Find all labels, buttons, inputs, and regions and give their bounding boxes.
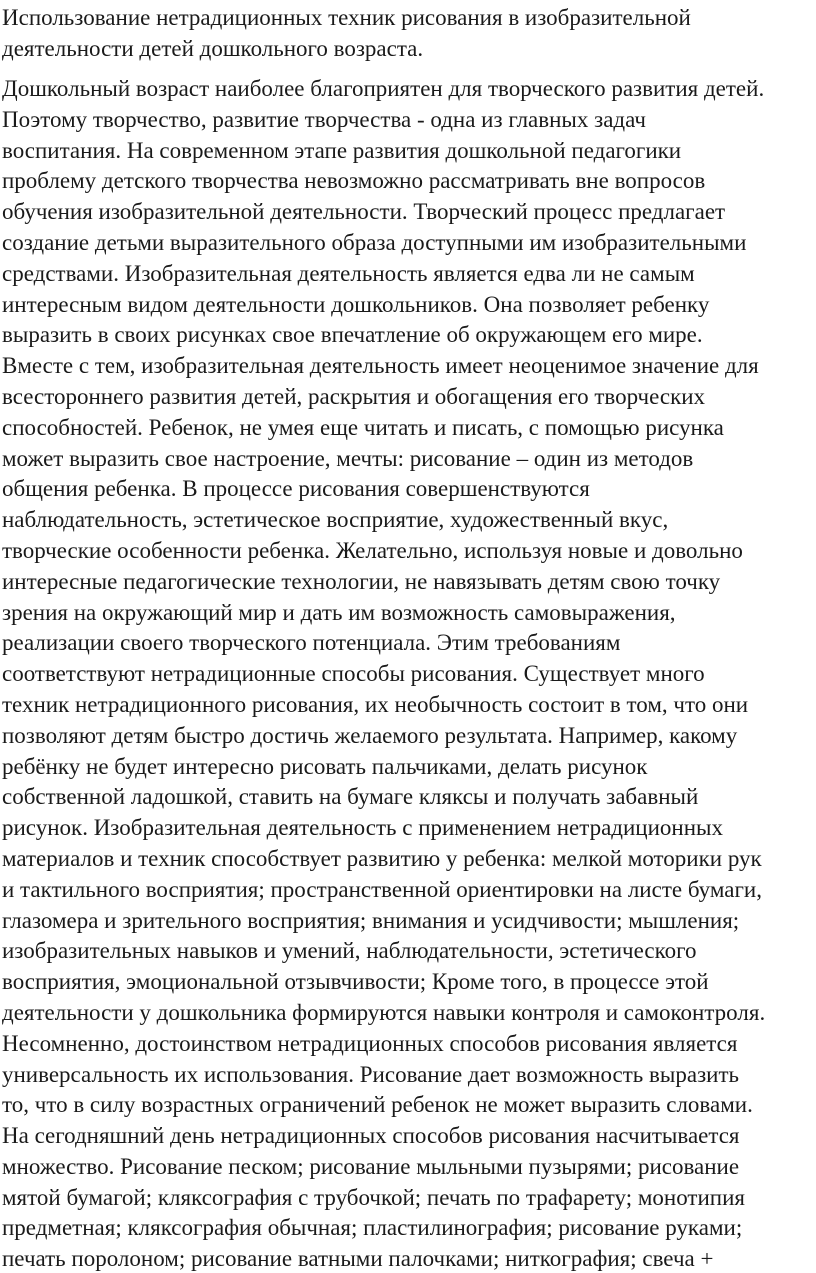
text-line: собственной ладошкой, ставить на бумаге кляксы и получать забавный <box>2 784 699 810</box>
text-line: выразить в своих рисунках свое впечатление об окружающем его мире. <box>2 322 703 348</box>
text-line: универсальность их использования. Рисование дает возможность выразить <box>2 1061 739 1087</box>
text-line: творческие особенности ребенка. Желательно, используя новые и довольно <box>2 537 743 563</box>
text-line: зрения на окружающий мир и дать им возможность самовыражения, <box>2 599 676 625</box>
text-line: восприятия, эмоциональной отзывчивости; Кроме того, в процессе этой <box>2 969 709 995</box>
body-paragraph <box>2 74 816 1273</box>
text-line: средствами. Изобразительная деятельность является едва ли не самым <box>2 260 695 286</box>
text-line: создание детьми выразительного образа доступными им изобразительными <box>2 229 747 255</box>
text-line: мятой бумагой; кляксография с трубочкой; печать по трафарету; монотипия <box>2 1184 745 1210</box>
text-line: обучения изобразительной деятельности. Творческий процесс предлагает <box>2 199 726 225</box>
text-line: печать поролоном; рисование ватными палочками; ниткография; свеча + <box>2 1246 714 1272</box>
text-line: Поэтому творчество, развитие творчества - одна из главных задач <box>2 106 646 132</box>
text-line: предметная; кляксография обычная; пластилинография; рисование руками; <box>2 1215 743 1241</box>
text-line: всестороннего развития детей, раскрытия и обогащения его творческих <box>2 383 706 409</box>
text-line: рисунок. Изобразительная деятельность с применением нетрадиционных <box>2 815 723 841</box>
text-line: позволяют детям быстро достичь желаемого результата. Например, какому <box>2 722 738 748</box>
text-line: общения ребенка. В процессе рисования совершенствуются <box>2 476 590 502</box>
text-line: способностей. Ребенок, не умея еще читать и писать, с помощью рисунка <box>2 414 724 440</box>
text-line: глазомера и зрительного восприятия; внимания и усидчивости; мышления; <box>2 907 740 933</box>
text-line: реализации своего творческого потенциала. Этим требованиям <box>2 630 621 656</box>
text-line: Вместе с тем, изобразительная деятельность имеет неоценимое значение для <box>2 353 759 379</box>
text-line: и тактильного восприятия; пространственной ориентировки на листе бумаги, <box>2 876 762 902</box>
text-line: изобразительных навыков и умений, наблюдательности, эстетического <box>2 938 697 964</box>
text-line: то, что в силу возрастных ограничений ребенок не может выразить словами. <box>2 1092 753 1118</box>
title-line: деятельности детей дошкольного возраста. <box>2 36 424 61</box>
document-title <box>2 2 814 64</box>
text-line: Дошкольный возраст наиболее благоприятен для творческого развития детей. <box>2 76 765 101</box>
text-line: множество. Рисование песком; рисование мыльными пузырями; рисование <box>2 1153 740 1179</box>
text-line: может выразить свое настроение, мечты: рисование – один из методов <box>2 445 694 471</box>
text-line: ребёнку не будет интересно рисовать пальчиками, делать рисунок <box>2 753 648 779</box>
text-line: проблему детского творчества невозможно рассматривать вне вопросов <box>2 168 706 194</box>
text-line: Несомненно, достоинством нетрадиционных способов рисования является <box>2 1030 738 1056</box>
text-line: На сегодняшний день нетрадиционных способов рисования насчитывается <box>2 1123 740 1149</box>
text-line: интересным видом деятельности дошкольников. Она позволяет ребенку <box>2 291 710 317</box>
text-line: соответствуют нетрадиционные способы рисования. Существует много <box>2 661 705 687</box>
text-line: интересные педагогические технологии, не навязывать детям свою точку <box>2 568 721 594</box>
text-line: техник нетрадиционного рисования, их необычность состоит в том, что они <box>2 691 749 717</box>
text-line: деятельности у дошкольника формируются навыки контроля и самоконтроля. <box>2 999 766 1025</box>
text-line: воспитания. На современном этапе развития дошкольной педагогики <box>2 137 682 163</box>
text-line: наблюдательность, эстетическое восприятие, художественный вкус, <box>2 507 669 533</box>
text-line: материалов и техник способствует развитию у ребенка: мелкой моторики рук <box>2 845 762 871</box>
title-line: Использование нетрадиционных техник рисования в изобразительной <box>2 5 691 30</box>
